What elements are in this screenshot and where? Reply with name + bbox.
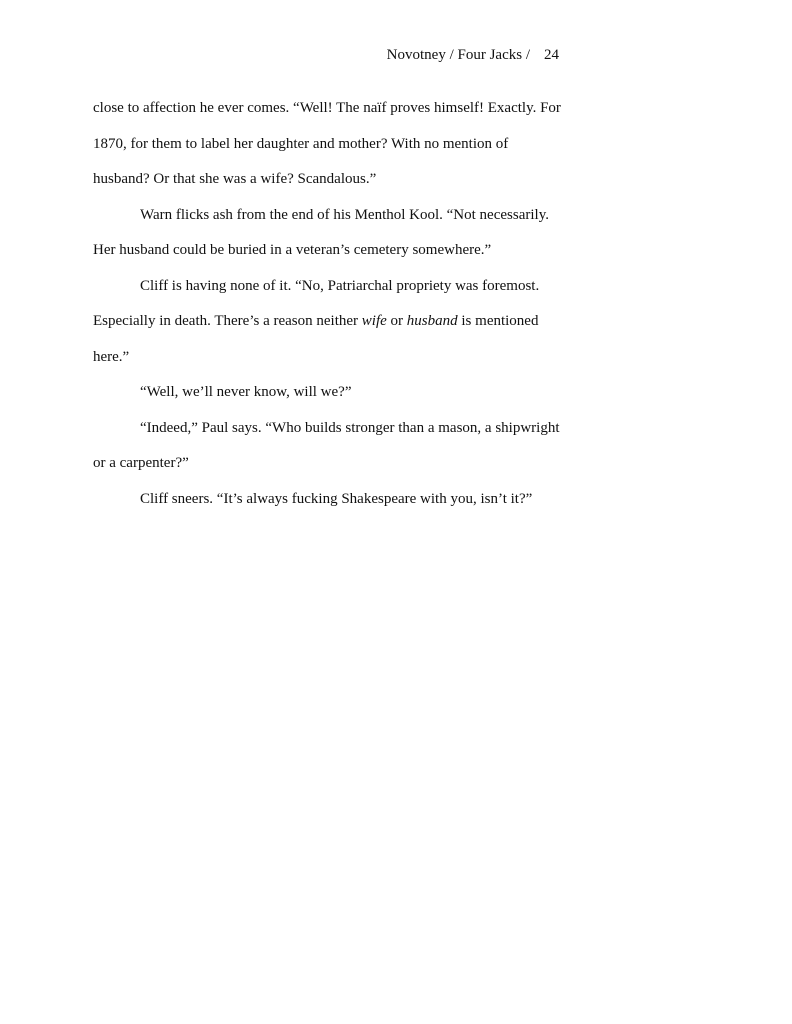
paragraph-text: or bbox=[386, 313, 407, 329]
paragraph bbox=[93, 411, 563, 482]
page-header bbox=[387, 47, 559, 64]
page-number: 24 bbox=[544, 47, 559, 63]
paragraph-text: Cliff sneers. “It’s always fucking Shakespeare with you, isn’t it?” bbox=[140, 490, 533, 507]
manuscript-body bbox=[93, 91, 563, 517]
paragraph-text: “Indeed,” Paul says. “Who builds stronger than a mason, a shipwright or a carpenter?” bbox=[93, 419, 560, 471]
paragraph bbox=[93, 269, 563, 376]
paragraph-text: is mentioned here.” bbox=[93, 313, 539, 365]
paragraph-text: close to affection he ever comes. “Well! The naïf proves himself! Exactly. For 1870, for them to label her daughter and mother? With no mention of husband? Or that she was a wife? Scandalous.” bbox=[93, 100, 561, 187]
italic-word-wife: wife bbox=[361, 313, 387, 329]
paragraph-text: Warn flicks ash from the end of his Menthol Kool. “Not necessarily. Her husband could be buried in a veteran’s cemetery somewhere.” bbox=[93, 206, 549, 258]
paragraph-text: “Well, we’ll never know, will we?” bbox=[140, 384, 352, 400]
italic-word-husband: husband bbox=[406, 313, 458, 329]
running-head: Novotney / Four Jacks / bbox=[386, 47, 530, 63]
paragraph-text: Cliff is having none of it. “No, Patriarchal propriety was foremost. Especially in death. There’s a reason neither bbox=[93, 277, 540, 329]
paragraph bbox=[93, 482, 563, 518]
paragraph bbox=[93, 375, 563, 411]
paragraph bbox=[93, 198, 563, 269]
paragraph bbox=[93, 91, 563, 198]
